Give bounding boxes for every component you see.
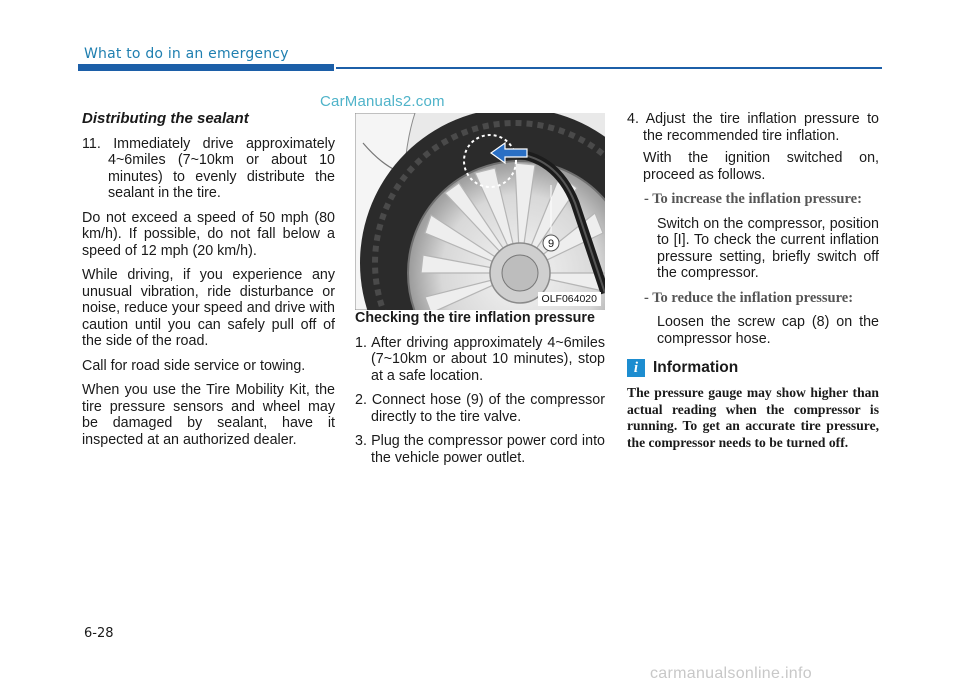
- middle-step-1-text: After driving approximately 4~6miles (7~10km or about 10 minutes), stop at a safe location.: [371, 334, 606, 384]
- speed-paragraph: Do not exceed a speed of 50 mph (80 km/h). If possible, do not fall below a speed of 12 mph (20 km/h).: [82, 209, 335, 259]
- vibration-paragraph: While driving, if you experience any unusual vibration, ride disturbance or noise, reduce your speed and drive with caution until you can safely pull off of the side of the road.: [82, 267, 335, 349]
- checking-pressure-heading: Checking the tire inflation pressure: [355, 310, 595, 326]
- page-number: 6-28: [84, 626, 114, 641]
- watermark-bottom: carmanualsonline.info: [650, 665, 812, 682]
- header-accent-bar: [78, 64, 334, 71]
- left-column: [82, 111, 335, 456]
- section-header-title: What to do in an emergency: [84, 46, 289, 62]
- middle-step-2: [355, 392, 605, 425]
- information-text: The pressure gauge may show higher than actual reading when the compressor is running. To get an accurate tire pressure, the compressor needs to be turned off.: [627, 385, 879, 450]
- tire-illustration: [355, 113, 605, 310]
- tire-compressor-figure: [355, 113, 605, 310]
- right-step-4-number: 4.: [627, 111, 639, 127]
- increase-pressure-text: Switch on the compressor, position to [I]. To check the current inflation pressure setting, briefly switch off the compressor.: [657, 215, 879, 281]
- right-step-4-text: Adjust the tire inflation pressure to the recommended tire inflation.: [643, 111, 879, 144]
- header-rule: [336, 67, 882, 69]
- step-11: [82, 136, 335, 202]
- middle-step-2-number: 2.: [355, 392, 367, 408]
- reduce-pressure-heading: - To reduce the inflation pressure:: [644, 289, 854, 306]
- middle-step-3-number: 3.: [355, 433, 367, 449]
- middle-step-2-text: Connect hose (9) of the compressor directly to the tire valve.: [371, 392, 605, 425]
- right-step-4: [627, 111, 879, 144]
- middle-step-3-text: Plug the compressor power cord into the vehicle power outlet.: [371, 433, 605, 466]
- callout-number: 9: [547, 238, 555, 250]
- middle-column: [355, 310, 605, 474]
- sensor-warning-paragraph: When you use the Tire Mobility Kit, the tire pressure sensors and wheel may be damaged by sealant, have it inspected at an authorized dealer.: [82, 382, 335, 448]
- distributing-sealant-heading: Distributing the sealant: [82, 110, 249, 127]
- step-4-subtext: With the ignition switched on, proceed as follows.: [643, 150, 879, 183]
- information-header: [627, 359, 879, 377]
- step-11-number: 11.: [82, 135, 101, 152]
- increase-pressure-heading: - To increase the inflation pressure:: [644, 191, 862, 207]
- middle-step-1-number: 1.: [355, 334, 367, 351]
- middle-step-1: [355, 335, 605, 385]
- watermark-top: CarManuals2.com: [320, 93, 445, 110]
- right-column: [627, 111, 879, 451]
- information-icon: i: [627, 359, 645, 377]
- figure-code: OLF064020: [538, 292, 601, 306]
- information-title: Information: [653, 358, 739, 376]
- middle-step-3: [355, 433, 605, 466]
- service-paragraph: Call for road side service or towing.: [82, 357, 306, 374]
- reduce-pressure-text: Loosen the screw cap (8) on the compressor hose.: [657, 314, 879, 347]
- step-11-text: Immediately drive approximately 4~6miles (7~10km or about 10 minutes) to evenly distribute the sealant in the tire.: [108, 135, 335, 201]
